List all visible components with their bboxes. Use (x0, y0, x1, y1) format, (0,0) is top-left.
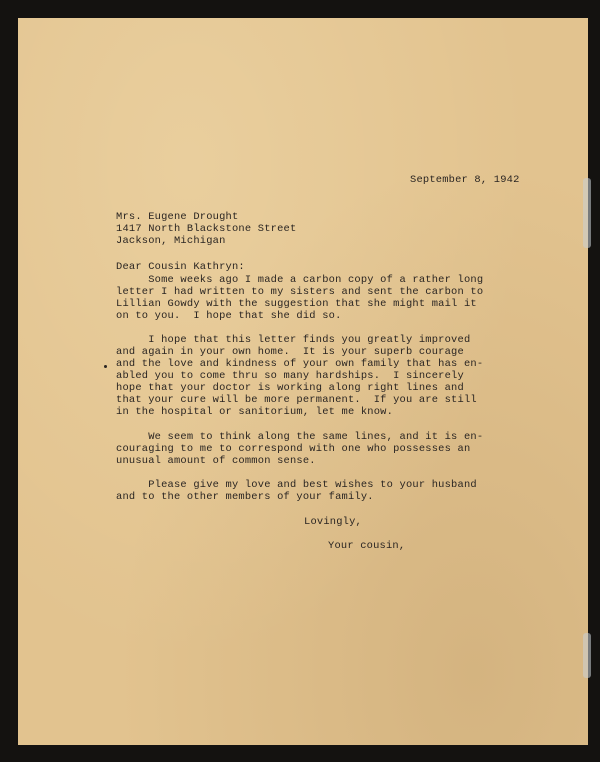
paragraph-line: abled you to come thru so many hardships. I sincerely (116, 370, 464, 382)
signature-line: Your cousin, (328, 540, 406, 552)
address-line: 1417 North Blackstone Street (116, 223, 297, 235)
paragraph-line: and the love and kindness of your own family that has en- (116, 358, 484, 370)
paragraph-line: and again in your own home. It is your superb courage (116, 346, 464, 358)
address-line: Mrs. Eugene Drought (116, 211, 239, 223)
letter-date: September 8, 1942 (410, 174, 520, 186)
paragraph-line: Some weeks ago I made a carbon copy of a rather long (116, 274, 484, 286)
paragraph-line: Please give my love and best wishes to your husband (116, 479, 477, 491)
paragraph-line: that your cure will be more permanent. If you are still (116, 394, 477, 406)
paragraph-line: couraging to me to correspond with one who possesses an (116, 443, 471, 455)
paragraph-line: in the hospital or sanitorium, let me know. (116, 406, 394, 418)
salutation: Dear Cousin Kathryn: (116, 261, 245, 273)
letter-page (18, 18, 588, 745)
paragraph-line: I hope that this letter finds you greatly improved (116, 334, 471, 346)
closing: Lovingly, (304, 516, 362, 528)
paragraph-line: We seem to think along the same lines, and it is en- (116, 431, 484, 443)
paragraph-line: Lillian Gowdy with the suggestion that she might mail it (116, 298, 477, 310)
paragraph-line: hope that your doctor is working along right lines and (116, 382, 464, 394)
paragraph-line: letter I had written to my sisters and sent the carbon to (116, 286, 484, 298)
ink-speck (104, 365, 107, 368)
letter-body (18, 18, 588, 745)
paragraph-line: unusual amount of common sense. (116, 455, 316, 467)
address-line: Jackson, Michigan (116, 235, 226, 247)
paragraph-line: on to you. I hope that she did so. (116, 310, 342, 322)
paragraph-line: and to the other members of your family. (116, 491, 374, 503)
